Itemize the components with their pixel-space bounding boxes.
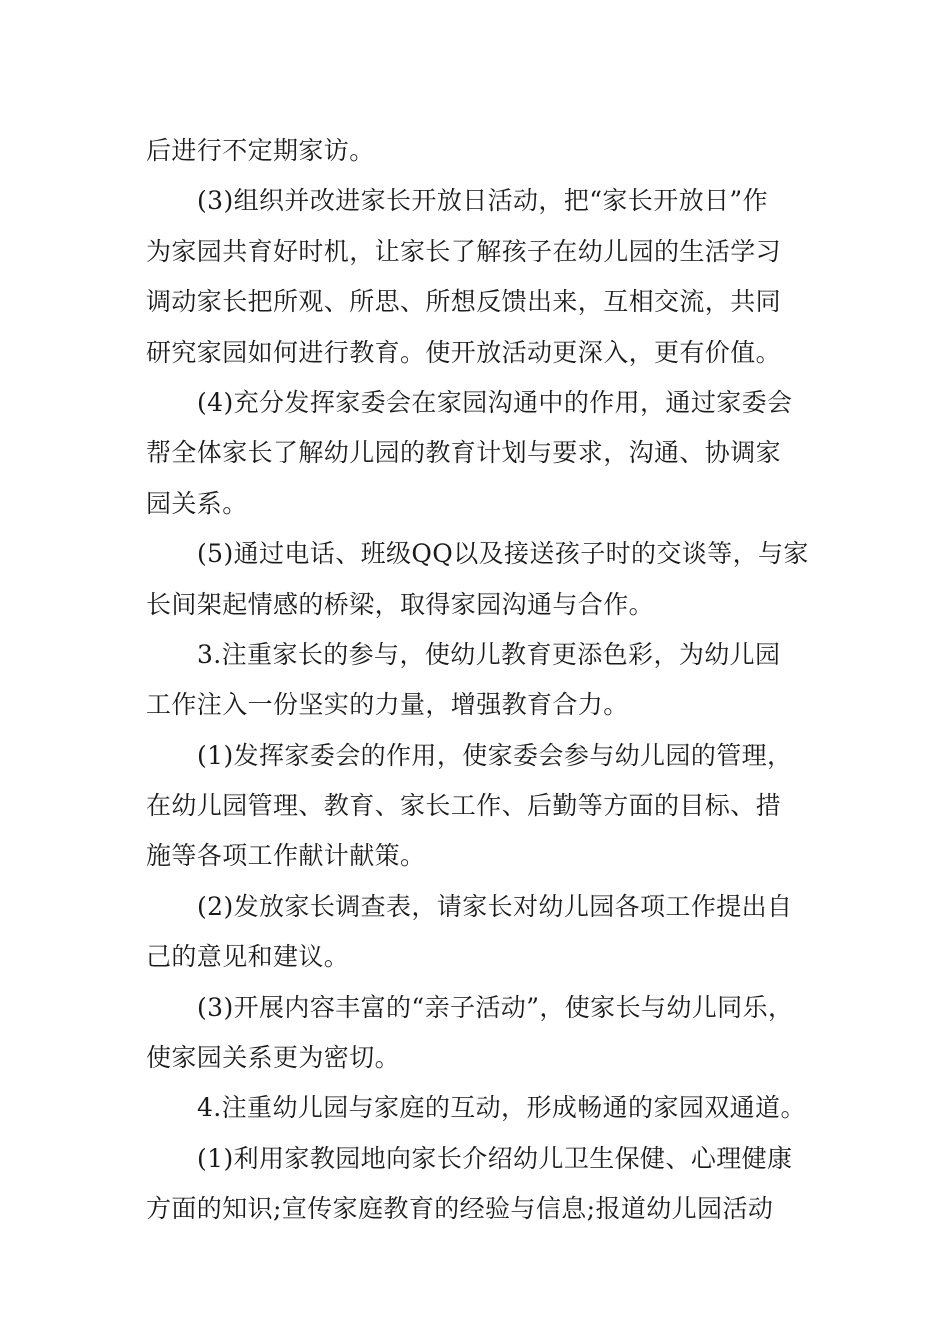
text-line: 在幼儿园管理、教育、家长工作、后勤等方面的目标、措 bbox=[146, 791, 782, 821]
document-body bbox=[146, 126, 816, 1235]
text-line: (5)通过电话、班级QQ以及接送孩子时的交谈等，与家 bbox=[197, 539, 809, 569]
text-line: (3)开展内容丰富的“亲子活动”，使家长与幼儿同乐， bbox=[197, 992, 794, 1022]
text-line: 后进行不定期家访。 bbox=[146, 136, 375, 165]
text-line: (4)充分发挥家委会在家园沟通中的作用，通过家委会 bbox=[197, 387, 793, 417]
text-line: 使家园关系更为密切。 bbox=[146, 1043, 401, 1073]
text-line: 方面的知识;宣传家庭教育的经验与信息;报道幼儿园活动 bbox=[146, 1194, 774, 1224]
text-line: 3.注重家长的参与，使幼儿教育更添色彩，为幼儿园 bbox=[197, 639, 781, 669]
text-line: 己的意见和建议。 bbox=[146, 942, 350, 972]
text-line: (1)利用家教园地向家长介绍幼儿卫生保健、心理健康 bbox=[197, 1143, 793, 1173]
text-line: 施等各项工作献计献策。 bbox=[146, 841, 426, 871]
text-line: 调动家长把所观、所思、所想反馈出来，互相交流，共同 bbox=[146, 287, 782, 317]
text-line: (3)组织并改进家长开放日活动，把“家长开放日”作 bbox=[197, 186, 768, 216]
text-line: 帮全体家长了解幼儿园的教育计划与要求，沟通、协调家 bbox=[146, 438, 782, 468]
text-line: 为家园共育好时机，让家长了解孩子在幼儿园的生活学习 bbox=[146, 236, 782, 266]
text-line: 长间架起情感的桥梁，取得家园沟通与合作。 bbox=[146, 589, 655, 619]
text-line: 工作注入一份坚实的力量，增强教育合力。 bbox=[146, 690, 629, 720]
text-line: 园关系。 bbox=[146, 488, 248, 518]
text-line: (1)发挥家委会的作用，使家委会参与幼儿园的管理， bbox=[197, 740, 793, 770]
text-line: (2)发放家长调查表，请家长对幼儿园各项工作提出自 bbox=[197, 891, 793, 921]
text-line: 研究家园如何进行教育。使开放活动更深入，更有价值。 bbox=[146, 337, 782, 367]
text-line: 4.注重幼儿园与家庭的互动，形成畅通的家园双通道。 bbox=[197, 1093, 806, 1123]
